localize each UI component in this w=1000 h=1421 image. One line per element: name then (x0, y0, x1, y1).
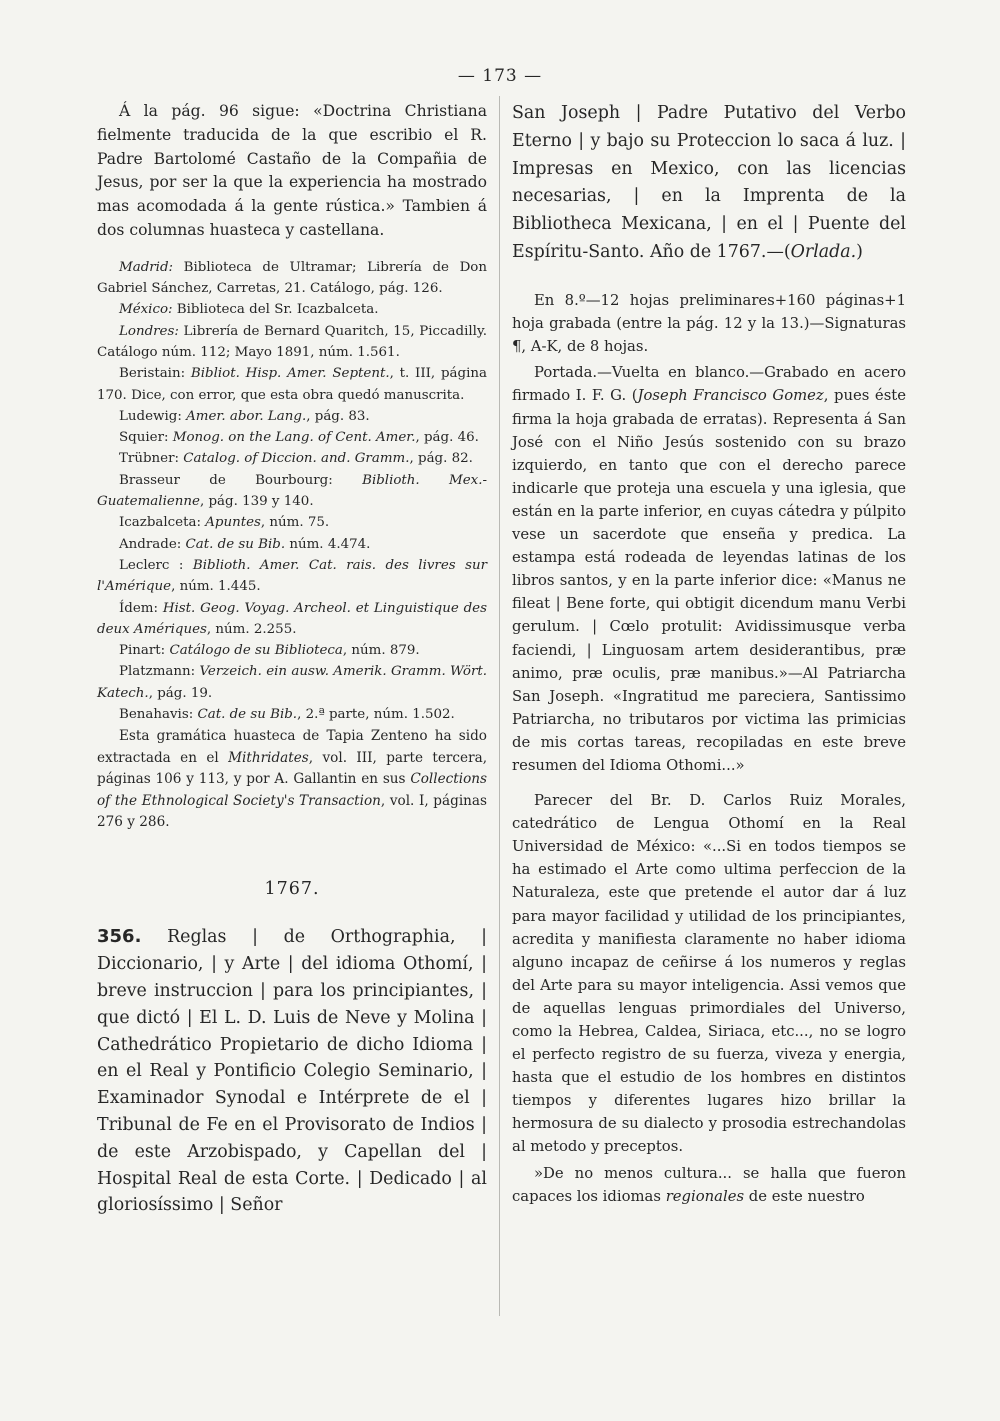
entry-title-text: Reglas | de Orthographia, | Diccionario, | y Arte | del idioma Othomí, | breve instruccion | para los principiantes, | que dictó | El L. D. Luis de Neve y Molina | Cathedrático Propietario de dicho Idioma | en el Real y Pontificio Colegio Seminario, | Examinador Synodal e Intérprete de el | Tribunal de Fe en el Provisorato de Indios | de este Arzobispado, y Capellan del | Hospital Real de esta Corte. | Dedicado | al gloriosíssimo | Señor (97, 927, 487, 1216)
grammar-note: Esta gramática huasteca de Tapia Zenteno ha sido extractada en el Mithridates, vol. III, parte tercera, páginas 106 y 113, y por A. Gallantin en sus Collections of the Ethnological Society's Transaction, vol. I, páginas 276 y 286. (97, 728, 488, 830)
reference-leclerc: Leclerc : Biblioth. Amer. Cat. rais. des livres sur l'Amérique, núm. 1.445. (97, 557, 487, 595)
reference-pinart: Pinart: Catálogo de su Biblioteca, núm. 879. (119, 643, 420, 659)
entry-number: 356. (97, 926, 142, 948)
reference-ludewig: Ludewig: Amer. abor. Lang., pág. 83. (119, 408, 370, 424)
physical-description: En 8.º—12 hojas preliminares+160 páginas+1 hoja grabada (entre la pág. 12 y la 13.)—Signaturas ¶, A-K, de 8 hojas. (512, 291, 906, 356)
parecer-paragraph: Parecer del Br. D. Carlos Ruiz Morales, catedrático de Lengua Othomí en la Real Universidad de México: «...Si en todos tiempos se ha estimado el Arte como ultima perfeccion de la Naturaleza, este que pretende el autor dar á luz para mayor facilidad y utilidad de los principiantes, acredita y manifiesta claramente no haber idioma alguno incapaz de ceñirse á los numeros y reglas del Arte para su mayor inteligencia. Assi vemos que de aquellas lenguas primordiales del Universo, como la Hebrea, Caldea, Siriaca, etc..., no se logro el perfecto registro de su fuerza, viveza y energia, hasta que el estudio de los hombres en distintos tiempos y diferentes lugares hizo brillar la hermosura de su dialecto y prosodia estrechandolas al metodo y preceptos. (512, 792, 906, 1156)
right-column (512, 100, 906, 1208)
left-column (97, 100, 487, 1219)
reference-benahavis: Benahavis: Cat. de su Bib., 2.ª parte, núm. 1.502. (119, 707, 455, 723)
reference-londres: Londres: Librería de Bernard Quaritch, 15, Piccadilly. Catálogo núm. 112; Mayo 1891, núm. 1.561. (97, 323, 487, 360)
reference-idem: Ídem: Hist. Geog. Voyag. Archeol. et Linguistique des deux Amériques, núm. 2.255. (97, 600, 487, 637)
reference-beristain: Beristain: Bibliot. Hisp. Amer. Septent., t. III, página 170. Dice, con error, que esta obra quedó manuscrita. (97, 366, 487, 403)
entry-title-continuation: San Joseph | Padre Putativo del Verbo Eterno | y bajo su Proteccion lo saca á luz. | Impresas en Mexico, con las licencias necesarias, | en la Imprenta de la Bibliotheca Mexicana, | en el | Puente del Espíritu-Santo. Año de 1767.—(Orlada.) (512, 103, 906, 262)
entry-356 (97, 924, 487, 1219)
closing-paragraph: »De no menos cultura... se halla que fueron capaces los idiomas regionales de este nuestro (512, 1164, 906, 1205)
reference-trubner: Trübner: Catalog. of Diccion. and. Gramm., pág. 82. (119, 451, 473, 467)
reference-platzmann: Platzmann: Verzeich. ein ausw. Amerik. Gramm. Wört. Katech., pág. 19. (97, 664, 487, 701)
reference-icazbalceta: Icazbalceta: Apuntes, núm. 75. (119, 515, 330, 531)
reference-brasseur: Brasseur de Bourbourg: Biblioth. Mex.-Guatemalienne, pág. 139 y 140. (97, 472, 488, 510)
reference-madrid: Madrid: Biblioteca de Ultramar; Librería de Don Gabriel Sánchez, Carretas, 21. Catálogo, pág. 126. (97, 259, 487, 297)
content-description: Portada.—Vuelta en blanco.—Grabado en acero firmado I. F. G. (Joseph Francisco Gomez, pues éste firma la hoja grabada de erratas). Representa á San José con el Niño Jesús sostenido con su brazo izquierdo, en tanto que con el derecho parece indicarle que proteja una escuela y una iglesia, que están en la parte inferior, en cuyas cátedra y púlpito vese un sacerdote que enseña y predica. La estampa está rodeada de leyendas latinas de los libros santos, y en la parte inferior dice: «Manus ne fileat | Bene forte, qui obtigit dicendum manu Verbi gerulum. | Cœlo protulit: Avidissimusque verba faciendi, | Linguosam artem desiderantibus, præ animo, præ oculis, præ manibus.»—Al Patriarcha San Joseph. «Ingratitud me pareciera, Santissimo Patriarcha, no tributaros por victima las primicias de mis cortas tareas, recopiladas en este breve resumen del Idioma Othomi...» (512, 364, 906, 774)
reference-list (97, 257, 487, 834)
reference-andrade: Andrade: Cat. de su Bib. núm. 4.474. (119, 536, 371, 552)
year-heading: 1767. (264, 879, 320, 900)
page-number: — 173 — (457, 66, 543, 86)
reference-squier: Squier: Monog. on the Lang. of Cent. Amer., pág. 46. (119, 430, 479, 446)
reference-mexico: México: Biblioteca del Sr. Icazbalceta. (119, 302, 379, 318)
intro-paragraph: Á la pág. 96 sigue: «Doctrina Christiana fielmente traducida de la que escribio el R. Padre Bartolomé Castaño de la Compañia de Jesus, por ser la que la experiencia ha mostrado mas acomodada á la gente rústica.» Tambien á dos columnas huasteca y castellana. (97, 102, 487, 239)
column-divider (499, 96, 500, 1316)
